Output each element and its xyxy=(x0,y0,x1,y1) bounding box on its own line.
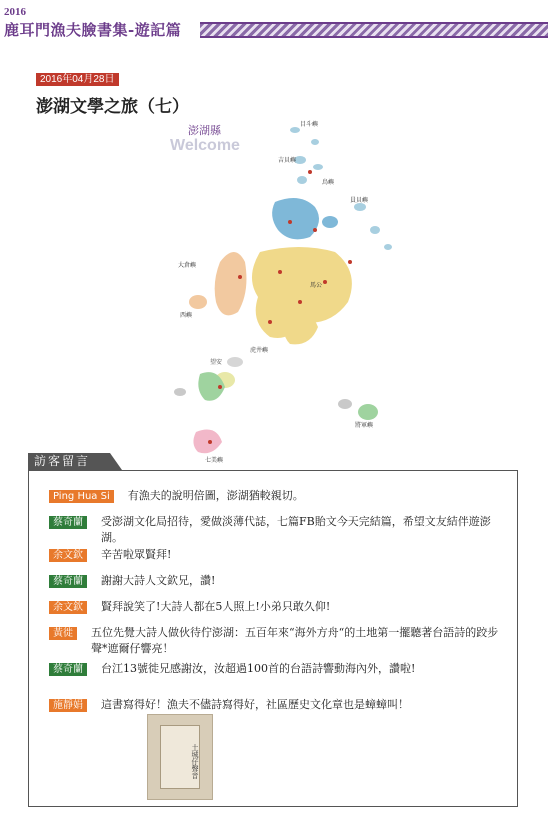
commenter-name[interactable]: 余文欽 xyxy=(49,601,87,614)
comment-text: 辛苦啦眾賢拜! xyxy=(101,548,172,561)
commenter-name[interactable]: 黃徙 xyxy=(49,627,77,640)
post-title: 澎湖文學之旅（七） xyxy=(36,97,189,117)
header-decorative-band xyxy=(200,22,548,38)
svg-text:鳥嶼: 鳥嶼 xyxy=(322,179,335,186)
header-year: 2016 xyxy=(4,6,26,18)
comment-text: 謝謝大詩人文欽兄，讚! xyxy=(101,574,216,587)
header-title: 鹿耳門漁夫臉書集-遊記篇 xyxy=(4,21,182,39)
book-cover-photo[interactable] xyxy=(147,714,213,800)
svg-text:七美嶼: 七美嶼 xyxy=(205,457,224,464)
comment-row xyxy=(49,661,503,677)
guestbook-tab: 訪客留言 xyxy=(28,453,110,470)
svg-text:西嶼: 西嶼 xyxy=(180,312,193,319)
commenter-name[interactable]: 蔡奇蘭 xyxy=(49,663,87,676)
svg-text:將軍嶼: 將軍嶼 xyxy=(355,422,374,429)
commenter-name[interactable]: 蔡奇蘭 xyxy=(49,516,87,529)
svg-text:員貝嶼: 員貝嶼 xyxy=(350,197,369,204)
svg-text:虎井嶼: 虎井嶼 xyxy=(250,347,269,354)
comment-text: 五位先覺大詩人做伙待佇澎湖：五百年來“海外方舟“的土地第一擺聽著台語詩的跤步聲*遮爾仔響亮！ xyxy=(91,626,499,655)
comment-text: 台江13號徙兄感謝汝，汝超過100首的台語詩響動海內外，讚啦! xyxy=(101,662,416,675)
comment-row xyxy=(49,625,503,657)
map-welcome-text: Welcome xyxy=(170,137,240,154)
svg-text:吉貝嶼: 吉貝嶼 xyxy=(278,157,297,164)
svg-text:大倉嶼: 大倉嶼 xyxy=(178,262,197,269)
post-date-badge: 2016年04月28日 xyxy=(36,73,119,86)
comment-row xyxy=(49,547,503,563)
comment-row xyxy=(49,514,503,546)
commenter-name[interactable]: 蔡奇蘭 xyxy=(49,575,87,588)
comment-text: 這書寫得好！漁夫不儘詩寫得好，社區歷史文化章也是蟑蟑叫！ xyxy=(101,698,409,711)
penghu-map-image xyxy=(150,112,410,467)
comment-text: 有漁夫的說明倍圖，澎湖猶較親切。 xyxy=(127,489,304,502)
comment-row xyxy=(49,573,503,589)
book-cover-inner xyxy=(160,725,200,789)
book-cover-title: 土城仔聲音 xyxy=(191,744,199,779)
svg-text:目斗嶼: 目斗嶼 xyxy=(300,121,319,128)
commenter-name[interactable]: Ping Hua Si xyxy=(49,490,114,503)
svg-text:望安: 望安 xyxy=(210,359,223,366)
guestbook-panel xyxy=(28,470,518,807)
comment-text: 賢拜說笑了!大詩人都在5人照上!小弟只敢久仰! xyxy=(101,600,331,613)
comment-row xyxy=(49,697,503,713)
comment-row xyxy=(49,599,503,615)
map-svg xyxy=(150,112,410,467)
svg-text:馬公: 馬公 xyxy=(310,282,323,289)
comment-text: 受澎湖文化局招待，愛做淡薄代誌，七篇FB貽文今天完結篇，希望文友結伴遊澎湖。 xyxy=(101,515,491,544)
page-header xyxy=(0,0,550,44)
commenter-name[interactable]: 施靜娟 xyxy=(49,699,87,712)
comment-row xyxy=(49,488,503,504)
commenter-name[interactable]: 余文欽 xyxy=(49,549,87,562)
map-region-title: 澎湖縣 xyxy=(188,124,221,137)
